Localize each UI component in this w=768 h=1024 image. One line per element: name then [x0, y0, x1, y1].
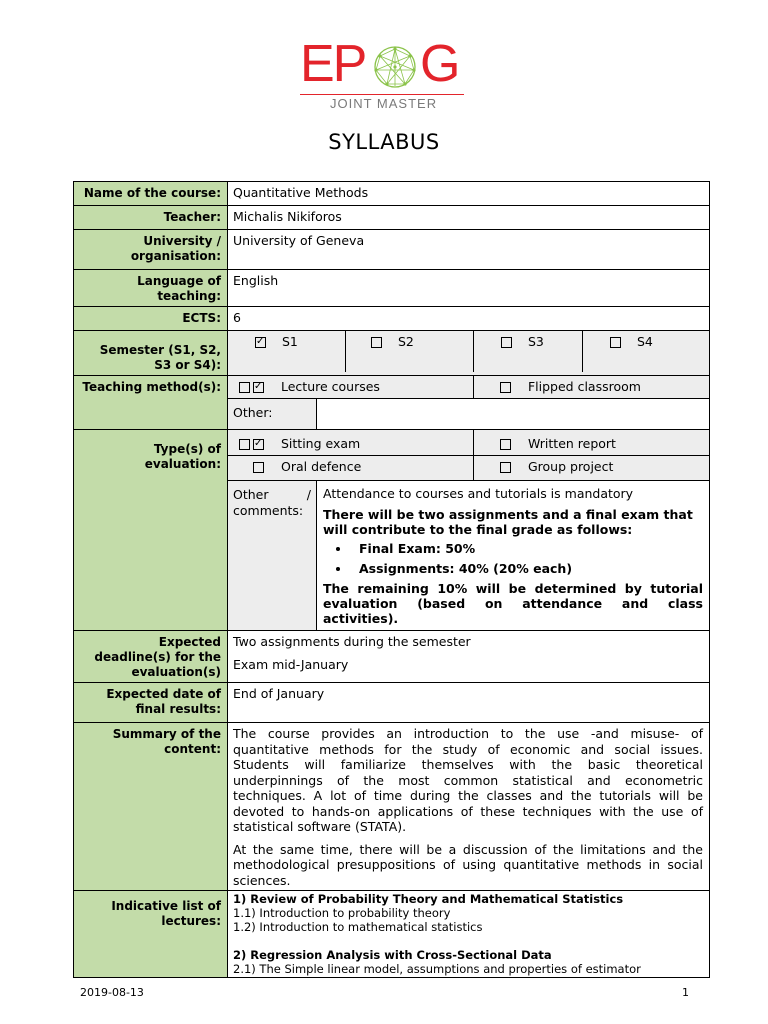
semester-label: Semester (S1, S2, S3 or S4): [74, 331, 228, 376]
semester-option-s3[interactable] [474, 331, 583, 372]
teaching-other-field[interactable] [317, 399, 709, 429]
evaluation-option-oral-defence[interactable] [228, 456, 474, 480]
university-value: University of Geneva [228, 230, 710, 270]
course-label: Name of the course: [74, 182, 228, 206]
ects-label: ECTS: [74, 307, 228, 331]
ects-value: 6 [228, 307, 710, 331]
row-teaching [74, 376, 710, 430]
university-label: University / organisation: [74, 230, 228, 270]
lecture-heading: 1) Review of Probability Theory and Mathematical Statistics [233, 892, 624, 906]
checkbox-icon[interactable] [500, 382, 511, 393]
evaluation-other-label: Other / comments: [228, 481, 317, 630]
teaching-label: Teaching method(s): [74, 376, 228, 430]
grading-item: • Assignments: 40% (20% each) [351, 561, 703, 577]
language-label: Language of teaching: [74, 270, 228, 307]
checkbox-icon[interactable] [500, 462, 511, 473]
evaluation-option-sitting-exam[interactable] [228, 430, 474, 455]
summary-paragraph: At the same time, there will be a discussion of the limitations and the methodological presuppositions of using quantitative methods in social sciences. [233, 841, 703, 888]
evaluation-comments [317, 481, 709, 630]
checkbox-checked-icon[interactable] [253, 382, 264, 393]
summary-label: Summary of the content: [74, 723, 228, 891]
row-semester [74, 331, 710, 376]
sitting-exam-label: Sitting exam [280, 436, 361, 451]
checkbox-checked-icon[interactable] [255, 337, 266, 348]
teacher-value: Michalis Nikiforos [228, 206, 710, 230]
row-course [74, 182, 710, 206]
attendance-note: Attendance to courses and tutorials is mandatory [323, 486, 634, 501]
logo-subtitle: JOINT MASTER [330, 96, 438, 111]
grading-item: • Final Exam: 50% [351, 541, 703, 557]
checkbox-icon[interactable] [239, 382, 250, 393]
logo-letters-right: G [420, 35, 459, 93]
grading-intro: There will be two assignments and a final exam that will contribute to the final grade as follows: [323, 507, 693, 537]
checkbox-icon[interactable] [501, 337, 512, 348]
semester-s1-label: S1 [281, 334, 298, 349]
teaching-other-label: Other: [228, 399, 317, 429]
group-project-label: Group project [527, 459, 614, 474]
semester-s2-label: S2 [397, 334, 414, 349]
logo-divider [300, 94, 464, 95]
page-title: SYLLABUS [328, 130, 440, 154]
flipped-classroom-label: Flipped classroom [527, 379, 641, 394]
semester-option-s2[interactable] [346, 331, 474, 372]
row-final-results [74, 683, 710, 723]
globe-icon [372, 44, 418, 90]
semester-option-s1[interactable] [228, 331, 346, 372]
checkbox-icon[interactable] [371, 337, 382, 348]
page-number: 1 [682, 986, 689, 999]
language-value: English [228, 270, 710, 307]
checkbox-icon[interactable] [253, 462, 264, 473]
lecture-heading: 2) Regression Analysis with Cross-Sectional Data [233, 948, 552, 962]
row-ects [74, 307, 710, 331]
teaching-option-lecture[interactable] [228, 376, 474, 398]
epog-logo [300, 35, 470, 116]
row-evaluation [74, 430, 710, 631]
semester-option-s4[interactable] [583, 331, 709, 372]
row-lectures [74, 891, 710, 978]
row-deadline [74, 631, 710, 683]
lecture-item: 1.1) Introduction to probability theory [233, 906, 451, 920]
evaluation-label: Type(s) of evaluation: [74, 430, 228, 631]
checkbox-icon[interactable] [610, 337, 621, 348]
footer-date: 2019-08-13 [80, 986, 144, 999]
lecture-courses-label: Lecture courses [280, 379, 380, 394]
teaching-option-flipped[interactable] [474, 376, 709, 398]
logo-letters-left: EP [300, 35, 366, 93]
deadline-line-2: Exam mid-January [233, 657, 349, 672]
row-teacher [74, 206, 710, 230]
final-results-value: End of January [228, 683, 710, 723]
checkbox-icon[interactable] [239, 439, 250, 450]
row-university [74, 230, 710, 270]
row-summary [74, 723, 710, 891]
course-value: Quantitative Methods [228, 182, 710, 206]
semester-s4-label: S4 [636, 334, 653, 349]
lecture-item: 2.1) The Simple linear model, assumptions and properties of estimator [233, 962, 641, 976]
syllabus-table [73, 181, 710, 978]
oral-defence-label: Oral defence [280, 459, 362, 474]
summary-paragraph: The course provides an introduction to the use -and misuse- of quantitative methods for the study of economic and social issues. Students will familiarize themselves with the basic theoretical underpinnings of the most common statistical and econometric techniques. A lot of time during the classes and the tutorials will be devoted to hands-on applications of these techniques with the use of statistical software (STATA). [233, 726, 703, 834]
written-report-label: Written report [527, 436, 616, 451]
grading-list [351, 541, 703, 577]
teacher-label: Teacher: [74, 206, 228, 230]
grading-remainder: The remaining 10% will be determined by tutorial evaluation (based on attendance and class activities). [323, 581, 703, 626]
deadline-line-1: Two assignments during the semester [233, 634, 471, 649]
checkbox-icon[interactable] [500, 439, 511, 450]
checkbox-checked-icon[interactable] [253, 439, 264, 450]
final-results-label: Expected date of final results: [74, 683, 228, 723]
deadline-label: Expected deadline(s) for the evaluation(s) [74, 631, 228, 683]
row-language [74, 270, 710, 307]
evaluation-option-written-report[interactable] [474, 430, 709, 455]
evaluation-option-group-project[interactable] [474, 456, 709, 480]
lectures-label: Indicative list of lectures: [74, 891, 228, 978]
semester-s3-label: S3 [527, 334, 544, 349]
lecture-item: 1.2) Introduction to mathematical statistics [233, 920, 483, 934]
